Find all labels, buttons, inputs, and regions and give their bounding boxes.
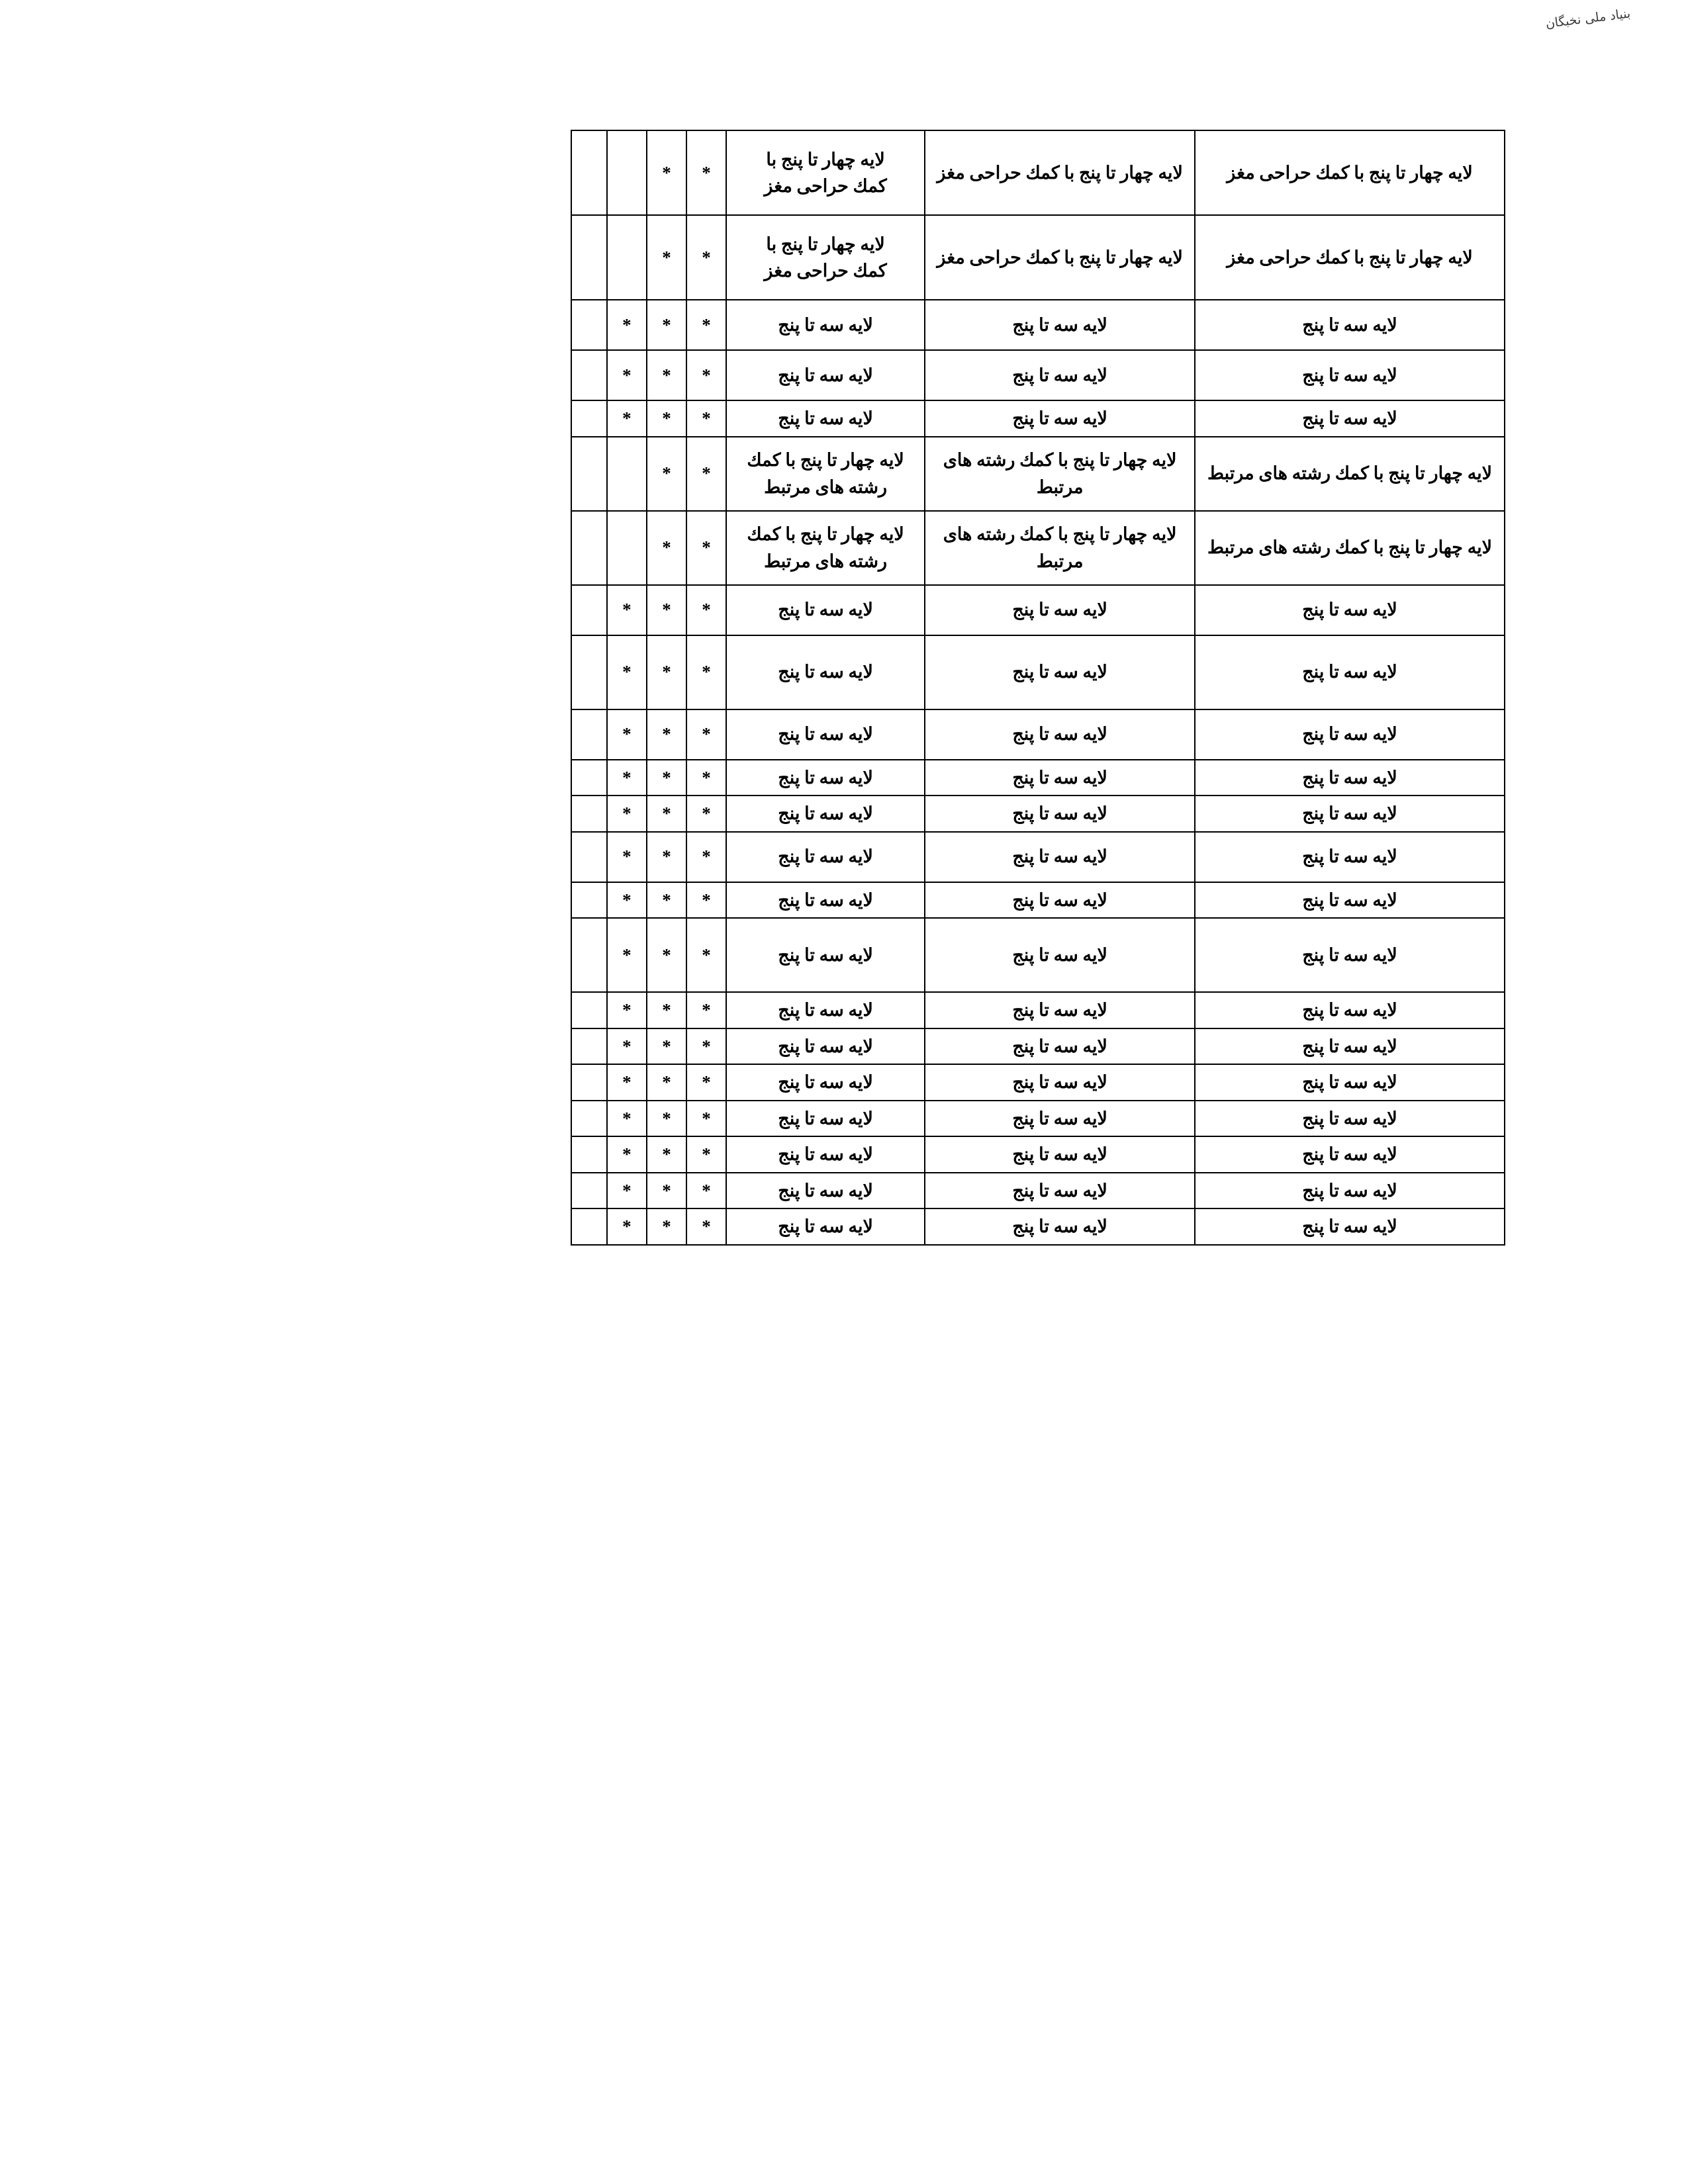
table-cell-mark-2: * [647, 918, 686, 992]
layers-table [571, 130, 1505, 1246]
table-cell-mark-1: * [686, 1064, 726, 1101]
table-cell-mark-2: * [647, 832, 686, 882]
table-cell-mark-2: * [647, 1101, 686, 1137]
table-cell-text2: لايه سه تا پنج [925, 300, 1195, 350]
table-cell-mark-2: * [647, 992, 686, 1028]
table-cell-text1: لايه سه تا پنج [726, 300, 925, 350]
table-cell-text2: لايه سه تا پنج [925, 1064, 1195, 1101]
table-cell-mark-3: * [607, 1208, 647, 1245]
table-cell-text2: لايه سه تا پنج [925, 832, 1195, 882]
table-cell-text3: لايه سه تا پنج [1195, 709, 1505, 760]
table-cell-text3: لايه سه تا پنج [1195, 760, 1505, 796]
table-cell-mark-4 [571, 215, 607, 300]
table-cell-text3: لايه سه تا پنج [1195, 1064, 1505, 1101]
table-row [571, 585, 1505, 635]
table-row [571, 1101, 1505, 1137]
table-cell-mark-1: * [686, 635, 726, 709]
table-cell-mark-4 [571, 511, 607, 585]
table-cell-mark-1: * [686, 437, 726, 511]
table-cell-mark-4 [571, 1208, 607, 1245]
table-cell-text2: لايه چهار تا پنج با كمك حراحى مغز [925, 130, 1195, 215]
table-cell-mark-1: * [686, 1028, 726, 1065]
table-cell-mark-4 [571, 760, 607, 796]
table-cell-text3: لايه سه تا پنج [1195, 350, 1505, 400]
table-cell-mark-1: * [686, 585, 726, 635]
table-cell-text3: لايه سه تا پنج [1195, 1208, 1505, 1245]
table-cell-text1: لايه سه تا پنج [726, 350, 925, 400]
table-row [571, 1028, 1505, 1065]
table-cell-text2: لايه سه تا پنج [925, 709, 1195, 760]
table-row [571, 992, 1505, 1028]
table-cell-text1: لايه سه تا پنج [726, 1101, 925, 1137]
table-cell-mark-3 [607, 437, 647, 511]
table-cell-mark-2: * [647, 1064, 686, 1101]
table-cell-text3: لايه چهار تا پنج با كمك حراحى مغز [1195, 215, 1505, 300]
table-cell-mark-4 [571, 1064, 607, 1101]
table-cell-mark-3: * [607, 1173, 647, 1209]
table-cell-text1: لايه سه تا پنج [726, 1028, 925, 1065]
table-cell-text3: لايه سه تا پنج [1195, 918, 1505, 992]
table-cell-mark-2: * [647, 709, 686, 760]
table-cell-text2: لايه سه تا پنج [925, 1173, 1195, 1209]
table-cell-mark-3: * [607, 1028, 647, 1065]
table-cell-mark-3: * [607, 1064, 647, 1101]
table-cell-text2: لايه سه تا پنج [925, 350, 1195, 400]
table-cell-mark-3: * [607, 882, 647, 919]
table-cell-mark-1: * [686, 796, 726, 832]
table-cell-mark-1: * [686, 1136, 726, 1173]
table-cell-text2: لايه چهار تا پنج با كمك رشته هاى مرتبط [925, 437, 1195, 511]
table-row [571, 918, 1505, 992]
table-row [571, 832, 1505, 882]
table-cell-mark-1: * [686, 992, 726, 1028]
table-cell-text1: لايه چهار تا پنج با كمك رشته هاى مرتبط [726, 511, 925, 585]
table-cell-text2: لايه سه تا پنج [925, 400, 1195, 437]
table-cell-mark-2: * [647, 215, 686, 300]
table-cell-text1: لايه سه تا پنج [726, 1136, 925, 1173]
table-cell-mark-4 [571, 437, 607, 511]
table-cell-mark-4 [571, 635, 607, 709]
table-cell-text1: لايه سه تا پنج [726, 832, 925, 882]
table-row [571, 796, 1505, 832]
table-cell-text3: لايه چهار تا پنج با كمك حراحى مغز [1195, 130, 1505, 215]
table-row [571, 400, 1505, 437]
table-cell-mark-2: * [647, 760, 686, 796]
table-cell-mark-1: * [686, 918, 726, 992]
table-cell-mark-2: * [647, 1208, 686, 1245]
table-cell-mark-1: * [686, 1101, 726, 1137]
table-cell-mark-3: * [607, 709, 647, 760]
table-cell-mark-3: * [607, 796, 647, 832]
table-cell-mark-3: * [607, 585, 647, 635]
table-cell-mark-1: * [686, 350, 726, 400]
table-body [571, 130, 1505, 1245]
table-cell-mark-2: * [647, 585, 686, 635]
table-cell-mark-4 [571, 882, 607, 919]
table-cell-mark-1: * [686, 1208, 726, 1245]
table-cell-text2: لايه سه تا پنج [925, 1101, 1195, 1137]
table-cell-mark-3: * [607, 400, 647, 437]
table-cell-mark-3 [607, 511, 647, 585]
table-cell-mark-3: * [607, 635, 647, 709]
table-cell-text1: لايه سه تا پنج [726, 1173, 925, 1209]
table-cell-mark-3: * [607, 760, 647, 796]
table-cell-text3: لايه چهار تا پنج با كمك رشته هاى مرتبط [1195, 437, 1505, 511]
table-cell-text1: لايه سه تا پنج [726, 635, 925, 709]
table-cell-mark-2: * [647, 130, 686, 215]
table-row [571, 437, 1505, 511]
table-cell-text2: لايه سه تا پنج [925, 1028, 1195, 1065]
table-cell-mark-2: * [647, 350, 686, 400]
table-cell-text3: لايه سه تا پنج [1195, 635, 1505, 709]
table-cell-mark-3: * [607, 918, 647, 992]
table-cell-mark-4 [571, 1101, 607, 1137]
table-cell-text1: لايه سه تا پنج [726, 760, 925, 796]
table-cell-text1: لايه چهار تا پنج با كمك رشته هاى مرتبط [726, 437, 925, 511]
table-cell-text3: لايه سه تا پنج [1195, 882, 1505, 919]
table-cell-mark-4 [571, 1136, 607, 1173]
table-cell-text1: لايه چهار تا پنج با كمك حراحى مغز [726, 130, 925, 215]
table-cell-mark-4 [571, 130, 607, 215]
table-row [571, 1064, 1505, 1101]
table-cell-mark-3: * [607, 1101, 647, 1137]
table-row [571, 635, 1505, 709]
table-cell-text2: لايه سه تا پنج [925, 918, 1195, 992]
table-cell-text2: لايه سه تا پنج [925, 635, 1195, 709]
table-cell-mark-3 [607, 215, 647, 300]
table-cell-mark-1: * [686, 760, 726, 796]
table-row [571, 882, 1505, 919]
table-cell-text1: لايه سه تا پنج [726, 796, 925, 832]
table-cell-mark-1: * [686, 215, 726, 300]
table-cell-text3: لايه سه تا پنج [1195, 1028, 1505, 1065]
table-cell-text2: لايه سه تا پنج [925, 585, 1195, 635]
table-cell-mark-3: * [607, 832, 647, 882]
table-cell-text1: لايه سه تا پنج [726, 585, 925, 635]
table-cell-text1: لايه سه تا پنج [726, 400, 925, 437]
page-watermark: بنیاد ملی نخبگان [1544, 6, 1632, 31]
table-cell-mark-1: * [686, 511, 726, 585]
table-cell-text2: لايه چهار تا پنج با كمك رشته هاى مرتبط [925, 511, 1195, 585]
table-cell-text3: لايه سه تا پنج [1195, 1173, 1505, 1209]
table-cell-text3: لايه سه تا پنج [1195, 585, 1505, 635]
table-cell-mark-1: * [686, 832, 726, 882]
table-cell-mark-3: * [607, 992, 647, 1028]
table-cell-text3: لايه سه تا پنج [1195, 992, 1505, 1028]
table-row [571, 1208, 1505, 1245]
table-cell-text2: لايه سه تا پنج [925, 992, 1195, 1028]
table-row [571, 1136, 1505, 1173]
table-row [571, 709, 1505, 760]
table-cell-mark-3: * [607, 1136, 647, 1173]
table-cell-mark-1: * [686, 709, 726, 760]
table-cell-mark-1: * [686, 400, 726, 437]
table-cell-mark-3: * [607, 350, 647, 400]
table-container [571, 130, 1505, 1246]
table-cell-text1: لايه سه تا پنج [726, 1064, 925, 1101]
table-cell-mark-4 [571, 1173, 607, 1209]
table-cell-mark-2: * [647, 1136, 686, 1173]
table-row [571, 130, 1505, 215]
table-cell-text1: لايه سه تا پنج [726, 992, 925, 1028]
table-cell-mark-2: * [647, 635, 686, 709]
table-cell-text2: لايه سه تا پنج [925, 760, 1195, 796]
table-cell-mark-1: * [686, 882, 726, 919]
table-cell-text3: لايه سه تا پنج [1195, 832, 1505, 882]
table-cell-text1: لايه سه تا پنج [726, 882, 925, 919]
table-cell-text1: لايه چهار تا پنج با كمك حراحى مغز [726, 215, 925, 300]
table-cell-text2: لايه سه تا پنج [925, 882, 1195, 919]
table-row [571, 215, 1505, 300]
table-cell-text1: لايه سه تا پنج [726, 1208, 925, 1245]
table-cell-text3: لايه سه تا پنج [1195, 796, 1505, 832]
table-row [571, 350, 1505, 400]
table-cell-mark-4 [571, 796, 607, 832]
table-cell-text2: لايه سه تا پنج [925, 796, 1195, 832]
table-cell-mark-4 [571, 992, 607, 1028]
table-cell-mark-4 [571, 300, 607, 350]
table-cell-mark-4 [571, 350, 607, 400]
table-cell-text3: لايه سه تا پنج [1195, 1101, 1505, 1137]
table-row [571, 511, 1505, 585]
table-cell-mark-4 [571, 400, 607, 437]
table-cell-mark-2: * [647, 437, 686, 511]
table-cell-mark-4 [571, 1028, 607, 1065]
table-cell-mark-2: * [647, 1173, 686, 1209]
table-cell-mark-4 [571, 585, 607, 635]
table-cell-mark-2: * [647, 1028, 686, 1065]
table-cell-mark-2: * [647, 400, 686, 437]
table-cell-mark-2: * [647, 796, 686, 832]
table-cell-text3: لايه سه تا پنج [1195, 1136, 1505, 1173]
table-cell-text2: لايه سه تا پنج [925, 1208, 1195, 1245]
table-cell-text1: لايه سه تا پنج [726, 918, 925, 992]
table-cell-text2: لايه سه تا پنج [925, 1136, 1195, 1173]
table-cell-text3: لايه چهار تا پنج با كمك رشته هاى مرتبط [1195, 511, 1505, 585]
table-row [571, 300, 1505, 350]
table-cell-text2: لايه چهار تا پنج با كمك حراحى مغز [925, 215, 1195, 300]
table-row [571, 760, 1505, 796]
table-cell-mark-1: * [686, 300, 726, 350]
table-cell-mark-1: * [686, 1173, 726, 1209]
table-cell-mark-3 [607, 130, 647, 215]
table-cell-text3: لايه سه تا پنج [1195, 300, 1505, 350]
table-cell-mark-2: * [647, 300, 686, 350]
table-cell-mark-4 [571, 832, 607, 882]
table-row [571, 1173, 1505, 1209]
table-cell-text3: لايه سه تا پنج [1195, 400, 1505, 437]
table-cell-mark-3: * [607, 300, 647, 350]
table-cell-mark-2: * [647, 882, 686, 919]
table-cell-mark-2: * [647, 511, 686, 585]
table-cell-mark-1: * [686, 130, 726, 215]
table-cell-mark-4 [571, 709, 607, 760]
table-cell-text1: لايه سه تا پنج [726, 709, 925, 760]
table-cell-mark-4 [571, 918, 607, 992]
